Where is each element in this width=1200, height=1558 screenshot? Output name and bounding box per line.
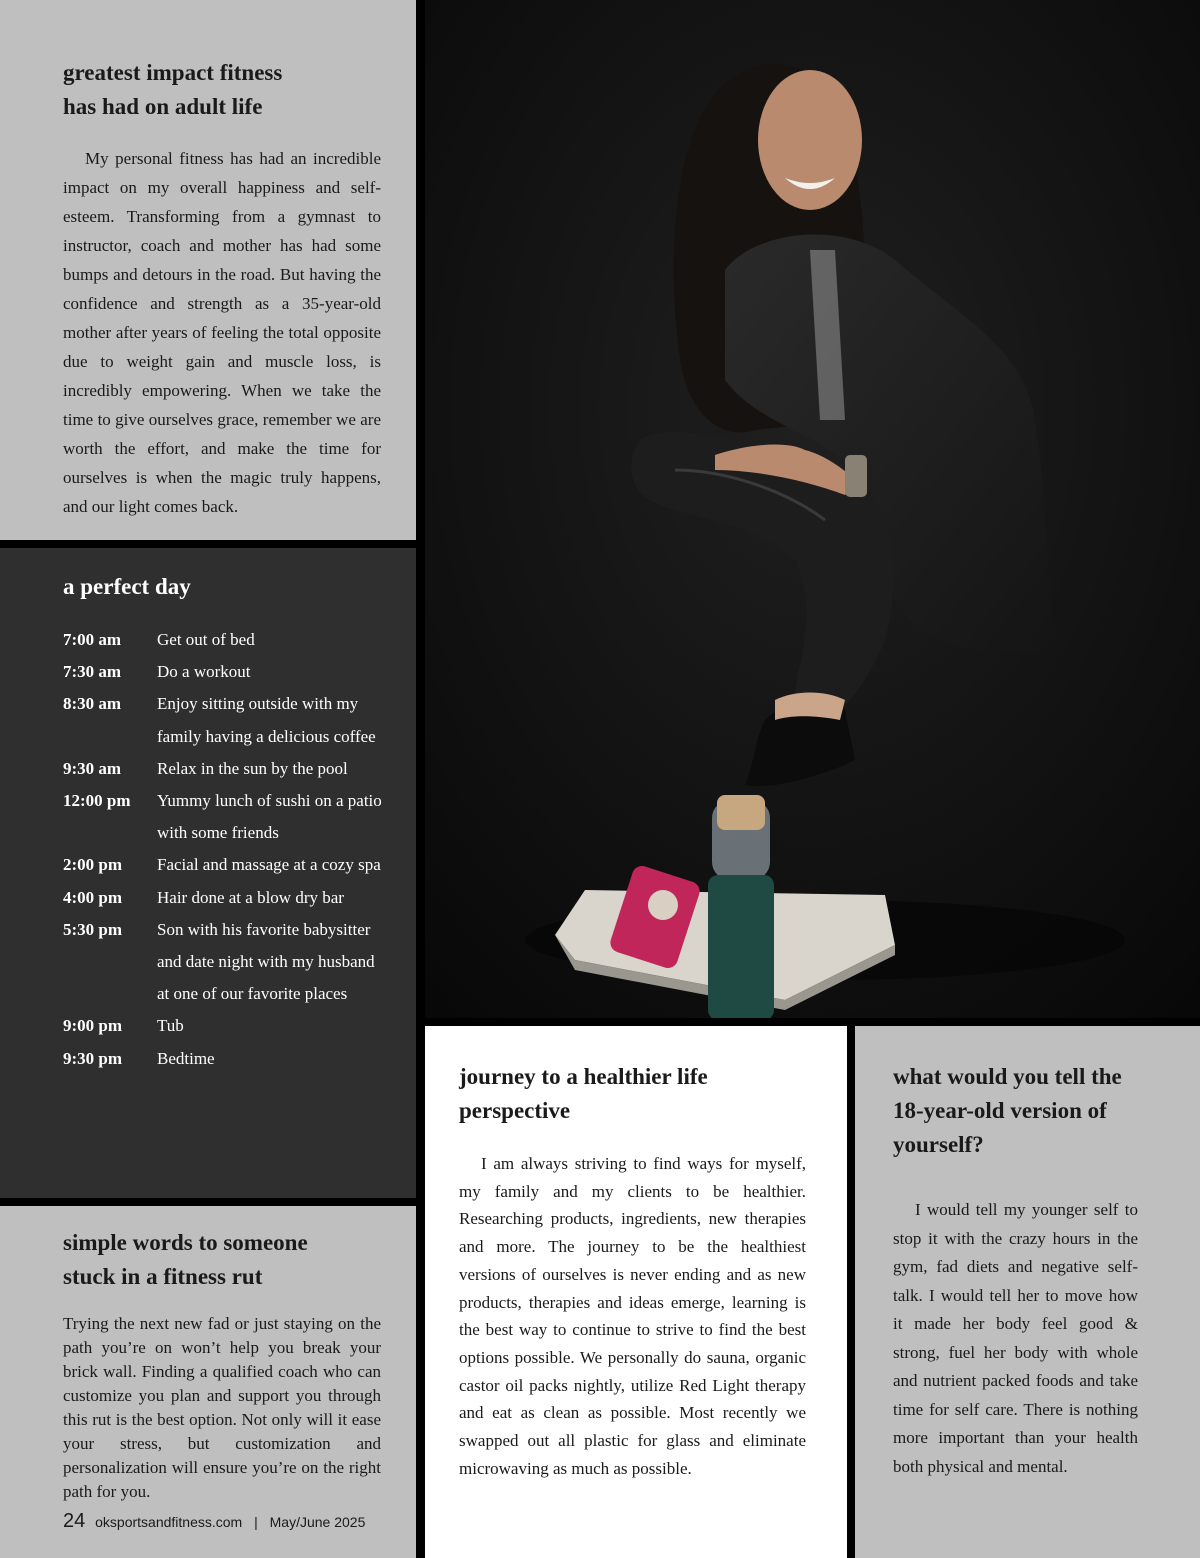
schedule-activity: Do a workout — [157, 662, 251, 682]
schedule-activity: Tub — [157, 1016, 184, 1036]
journey-title-line2: perspective — [459, 1098, 571, 1123]
footer-separator: | — [254, 1514, 258, 1530]
rut-title — [63, 1226, 381, 1294]
advice-title — [893, 1060, 1138, 1162]
journey-title — [459, 1060, 806, 1128]
schedule-activity: Son with his favorite babysitter and date night with my husband at one of our favorite places — [157, 919, 375, 1004]
schedule-time: 7:30 am — [63, 662, 122, 682]
advice-title-line1: what would you tell the — [893, 1064, 1122, 1089]
journey-body: I am always striving to find ways for myself, my family and my clients to be healthier. Researching products, ingredients, new therapies and more. The journey to be the healthiest versions of ourselves is never ending and as new products, therapies and ideas emerge, learning is the best way to continue to strive to find the best options possible. We personally do sauna, organic castor oil packs nightly, utilize Red Light therapy and eat as clean as possible. Most recently we swapped out all plastic for glass and eliminate microwaving as much as possible. — [459, 1154, 806, 1478]
impact-title-line2: has had on adult life — [63, 94, 263, 119]
impact-section — [0, 0, 416, 540]
schedule-row — [63, 882, 386, 914]
schedule-row — [63, 785, 386, 849]
advice-body: I would tell my younger self to stop it with the crazy hours in the gym, fad diets and negative self-talk. I would tell her to move how it made her body feel good & strong, fuel her body with whole and nutrient packed foods and take time for self care. There is nothing more important than your health both physical and mental. — [893, 1200, 1138, 1476]
site-url[interactable]: oksportsandfitness.com — [95, 1514, 243, 1530]
schedule-activity: Hair done at a blow dry bar — [157, 887, 344, 907]
page-number: 24 — [63, 1510, 86, 1532]
portrait-photo — [425, 0, 1200, 1018]
schedule-time: 5:30 pm — [63, 919, 123, 939]
portrait-illustration — [425, 0, 1200, 1018]
advice-title-line3: yourself? — [893, 1132, 984, 1157]
schedule-row — [63, 1010, 386, 1042]
schedule-time: 7:00 am — [63, 630, 122, 649]
schedule-activity: Enjoy sitting outside with my family having a delicious coffee — [157, 694, 376, 746]
impact-title-line1: greatest impact fitness — [63, 60, 283, 85]
schedule-time: 9:30 pm — [63, 1048, 123, 1068]
impact-title — [63, 56, 381, 124]
perfect-day-title: a perfect day — [63, 574, 191, 599]
perfect-day-section — [0, 548, 416, 1198]
schedule-list — [63, 624, 386, 1075]
schedule-activity: Bedtime — [157, 1048, 215, 1068]
fitness-rut-section — [0, 1206, 416, 1558]
journey-section — [425, 1026, 847, 1558]
advice-section — [855, 1026, 1200, 1558]
rut-title-line2: stuck in a fitness rut — [63, 1264, 263, 1289]
schedule-time: 4:00 pm — [63, 887, 123, 907]
rut-body: Trying the next new fad or just staying on the path you’re on won’t help you break your brick wall. Finding a qualified coach who can customize you plan and support you through this rut is the best option. Not only will it ease your stress, but customization and personalization will ensure you’re on the right path for you. — [63, 1314, 381, 1501]
page-footer — [63, 1510, 365, 1533]
schedule-row — [63, 753, 386, 785]
schedule-row — [63, 1043, 386, 1075]
issue-date: May/June 2025 — [269, 1514, 366, 1530]
advice-title-line2: 18-year-old version of — [893, 1098, 1107, 1123]
schedule-row — [63, 624, 386, 656]
schedule-row — [63, 914, 386, 1011]
journey-title-line1: journey to a healthier life — [459, 1064, 708, 1089]
schedule-time: 12:00 pm — [63, 791, 131, 811]
impact-body: My personal fitness has had an incredible impact on my overall happiness and self-esteem. Transforming from a gymnast to instructor, coach and mother has had some bumps and detours in the road. But having the confidence and strength as a 35-year-old mother after years of feeling the total opposite due to weight gain and muscle loss, is incredibly empowering. When we take the time to give ourselves grace, remember we are worth the effort, and make the time for ourselves is when the magic truly happens, and our light comes back. — [63, 149, 381, 516]
schedule-activity: Yummy lunch of sushi on a patio with some friends — [157, 791, 382, 843]
schedule-activity: Get out of bed — [157, 630, 255, 649]
schedule-row — [63, 688, 386, 752]
schedule-time: 9:00 pm — [63, 1016, 123, 1036]
schedule-time: 2:00 pm — [63, 855, 123, 875]
schedule-activity: Relax in the sun by the pool — [157, 758, 348, 778]
schedule-row — [63, 656, 386, 688]
schedule-time: 9:30 am — [63, 758, 122, 778]
schedule-activity: Facial and massage at a cozy spa — [157, 855, 381, 875]
rut-title-line1: simple words to someone — [63, 1230, 308, 1255]
schedule-row — [63, 849, 386, 881]
schedule-time: 8:30 am — [63, 694, 122, 714]
